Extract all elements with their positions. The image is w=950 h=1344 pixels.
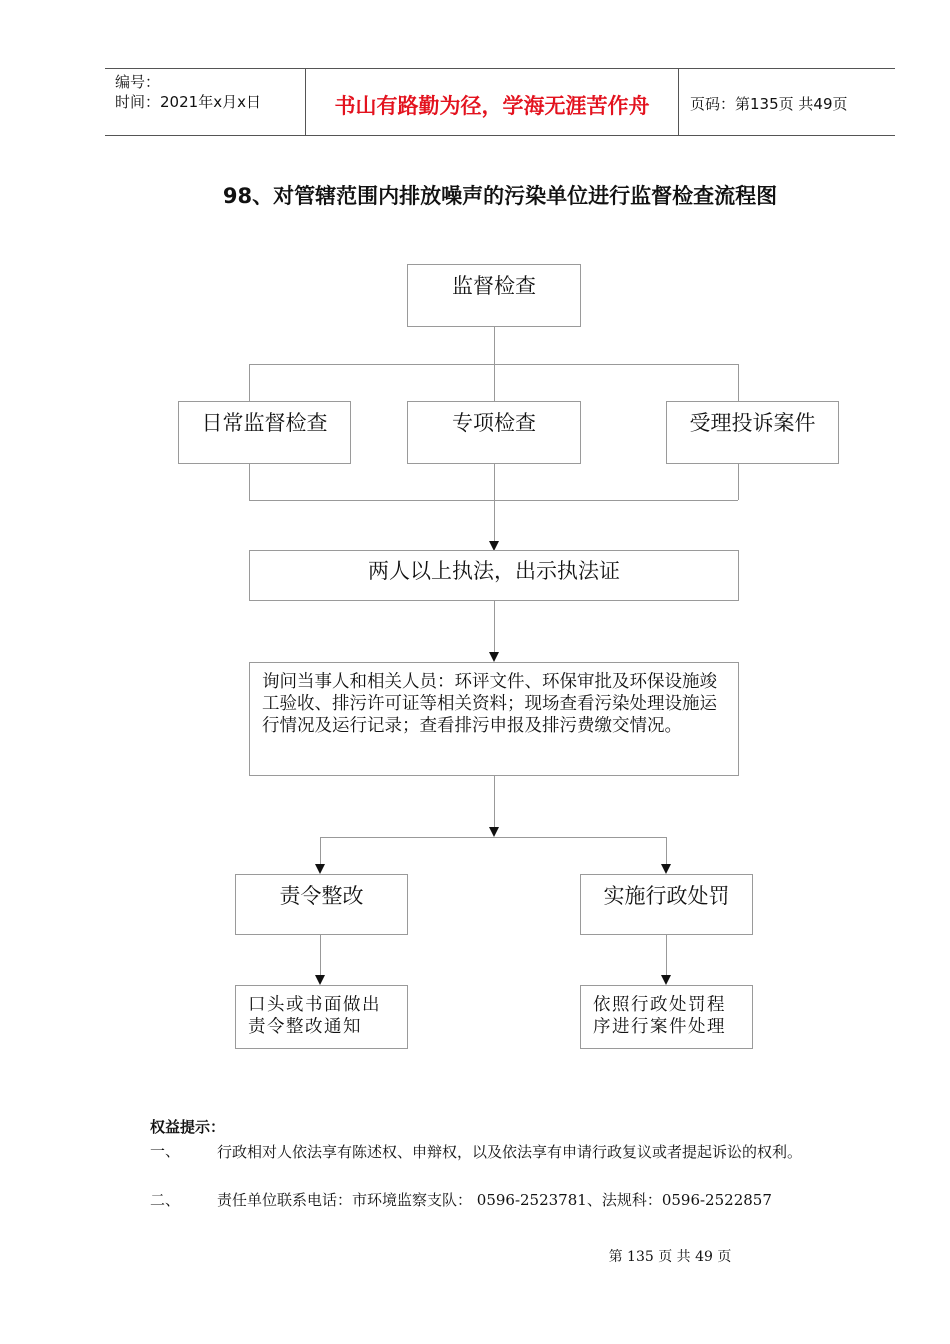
box-routine-inspection [178, 401, 351, 464]
arrow-down-icon [315, 975, 325, 985]
connector [738, 364, 739, 402]
box-label: 两人以上执法，出示执法证 [368, 559, 620, 583]
box-penalty-procedure [580, 985, 753, 1049]
serial-label: 编号： [115, 73, 161, 91]
connector [494, 463, 495, 541]
connector [320, 837, 666, 838]
time-line [115, 91, 261, 112]
box-label: 专项检查 [452, 411, 536, 435]
connector [494, 600, 495, 652]
time-label: 时间： [115, 93, 161, 111]
time-value: 2021年x月x日 [160, 93, 261, 111]
connector [249, 364, 250, 402]
box-inquiry [249, 662, 739, 776]
box-penalty [580, 874, 753, 935]
box-complaint [666, 401, 839, 464]
arrow-down-icon [661, 975, 671, 985]
box-enforcement [249, 550, 739, 601]
arrow-down-icon [661, 864, 671, 874]
rights-item-1-num: 一、 [150, 1142, 181, 1160]
connector [738, 463, 739, 500]
box-label: 口头或书面做出责令整改通知 [248, 995, 381, 1037]
page-title: 98、对管辖范围内排放噪声的污染单位进行监督检查流程图 [222, 184, 778, 208]
rights-heading: 权益提示： [150, 1118, 226, 1136]
connector [666, 934, 667, 975]
connector [320, 934, 321, 975]
arrow-down-icon [315, 864, 325, 874]
box-rectify [235, 874, 408, 935]
arrow-down-icon [489, 827, 499, 837]
box-label: 依照行政处罚程序进行案件处理 [593, 995, 726, 1037]
box-label: 实施行政处罚 [603, 884, 730, 908]
footer-page-number: 第 135 页 共 49 页 [608, 1249, 732, 1265]
connector [320, 837, 321, 864]
box-special-inspection [407, 401, 581, 464]
arrow-down-icon [489, 652, 499, 662]
box-label: 责令整改 [279, 884, 364, 908]
rights-item-2-text: 责任单位联系电话：市环境监察支队： 0596-2523781、法规科：0596-2522857 [217, 1191, 772, 1209]
page-value: 第135页 共49页 [735, 95, 848, 113]
box-label: 询问当事人和相关人员：环评文件、环保审批及环保设施竣工验收、排污许可证等相关资料；现场查看污染处理设施运行情况及运行记录；查看排污申报及排污费缴交情况。 [262, 672, 717, 736]
connector [494, 364, 495, 402]
motto: 书山有路勤为径，学海无涯苦作舟 [334, 94, 650, 118]
connector [666, 837, 667, 864]
connector [494, 775, 495, 827]
rights-item-1-text: 行政相对人依法享有陈述权、申辩权，以及依法享有申请行政复议或者提起诉讼的权利。 [217, 1143, 803, 1161]
page-label: 页码： [690, 95, 736, 113]
rights-item-2-num: 二、 [150, 1191, 181, 1209]
connector [249, 463, 250, 500]
page-info [690, 93, 848, 114]
box-supervision [407, 264, 581, 327]
box-label: 监督检查 [452, 274, 536, 298]
connector [494, 326, 495, 364]
box-rectify-notice [235, 985, 408, 1049]
box-label: 受理投诉案件 [689, 411, 816, 435]
box-label: 日常监督检查 [201, 411, 328, 435]
